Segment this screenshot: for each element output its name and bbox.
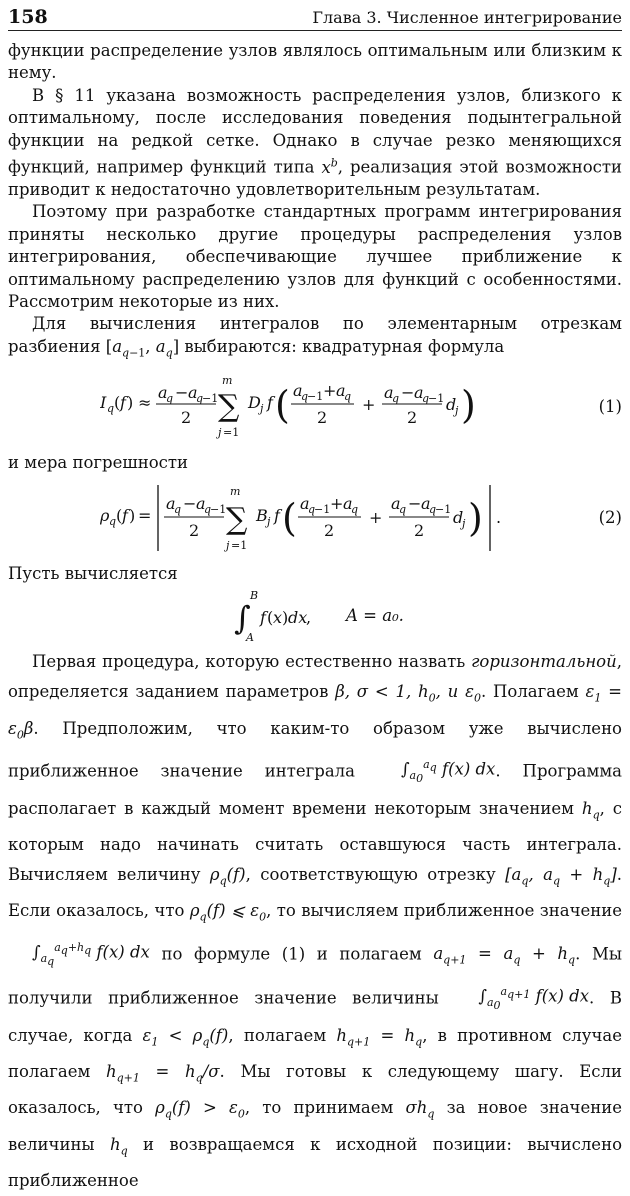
svg-text:a: a: [188, 383, 198, 403]
svg-text:f: f: [267, 393, 273, 413]
svg-text:a: a: [336, 381, 346, 401]
svg-text:m: m: [230, 484, 241, 498]
equation-2: [8, 481, 622, 557]
svg-text:j: j: [455, 404, 459, 418]
svg-text:+: +: [330, 493, 344, 513]
paragraph-4-text-b: выбираются: квадратурная формула: [184, 336, 505, 356]
svg-text:x: x: [273, 608, 283, 628]
svg-text:.: .: [496, 507, 502, 527]
p7-text-k: по формуле (1) и полагаем: [161, 944, 422, 964]
svg-text:j: j: [260, 402, 264, 416]
p7-eps1: $\varepsilon_1 = \varepsilon_0\beta$: [8, 682, 622, 741]
p7-text-m: . В случае, когда: [8, 988, 623, 1045]
svg-text:a: a: [421, 493, 431, 513]
svg-text:(: (: [116, 505, 123, 525]
paragraph-4-text-a: Для вычисления интегралов по элементарным отрезкам разбиения: [8, 314, 622, 356]
equation-1-number: (1): [598, 397, 622, 417]
paragraph-2-text-a: В § 11 указана возможность распределения узлов, близкого к оптимальному, после исследования поведения подынтегральной функции на редкой сетке. Однако в случае резко меняющихся функций, например функций типа: [8, 85, 622, 177]
body-text: [8, 40, 622, 1196]
svg-text:+: +: [323, 381, 337, 401]
p7-text-p: . Мы готовы к следующему шагу. Если оказалось, что: [8, 1062, 622, 1118]
svg-text:q: q: [166, 392, 174, 406]
p7-cond3: $\rho_q(f) > \varepsilon_0$: [155, 1098, 245, 1121]
svg-text:): ): [282, 608, 289, 628]
p7-text-g: , с которым надо начинать считать оставшуюся часть интеграла. Вычисляем величину: [8, 798, 623, 885]
svg-text:f: f: [122, 505, 128, 525]
svg-text:B: B: [250, 589, 259, 603]
svg-text:a: a: [166, 493, 176, 513]
p7-text-i: . Если оказалось, что: [8, 865, 623, 921]
svg-text:−1: −1: [314, 502, 331, 516]
equation-1: [8, 370, 622, 446]
svg-text:a: a: [384, 383, 394, 403]
svg-text:m: m: [222, 374, 233, 388]
svg-text:−1: −1: [202, 392, 219, 406]
svg-text:q: q: [344, 390, 352, 404]
svg-text:−: −: [408, 493, 422, 513]
svg-text:): ): [468, 495, 483, 540]
p7-text-q: , то принимаем: [244, 1098, 394, 1118]
svg-text:q: q: [351, 502, 359, 516]
p7-text-h: , соответствующую отрезку: [245, 865, 496, 885]
svg-text:q: q: [399, 502, 407, 516]
svg-text:2: 2: [181, 408, 192, 428]
p7-horizontal: горизонтальной: [471, 652, 617, 672]
svg-text:−: −: [183, 493, 197, 513]
p7-hq1: $h_{q+1} = h_q$: [336, 1025, 423, 1049]
svg-text:=: =: [138, 505, 152, 525]
p7-integral-aq1: $\int_{a_0}^{a_{q+1}}$ f(x) dx: [478, 984, 590, 1012]
svg-text:f: f: [120, 393, 126, 413]
svg-text:,: ,: [306, 608, 312, 628]
running-head: Глава 3. Численное интегрирование: [312, 8, 622, 27]
svg-text:j: j: [218, 426, 222, 440]
paragraph-2-text-b: , реализация этой возможности приводит к недостаточно удовлетворительным результатам.: [8, 157, 622, 199]
p7-params: β, σ < 1, $h_0$, и $\varepsilon_0$: [335, 682, 481, 705]
math-xb: $x^b$: [321, 156, 338, 177]
paragraph-1: [8, 40, 622, 85]
p7-hq2: $h_q$: [109, 1134, 128, 1157]
svg-text:2: 2: [407, 408, 418, 428]
integral-a-b: [234, 585, 434, 647]
svg-text:−1: −1: [428, 392, 445, 406]
svg-text:ρ: ρ: [100, 505, 110, 525]
svg-text:a: a: [196, 493, 206, 513]
svg-text:=1: =1: [231, 538, 248, 552]
svg-text:a: a: [391, 493, 401, 513]
svg-text:q: q: [429, 502, 437, 516]
svg-text:dx: dx: [288, 608, 308, 628]
svg-text:q: q: [392, 392, 400, 406]
svg-text:a: a: [414, 383, 424, 403]
svg-text:∫: ∫: [234, 599, 251, 638]
equation-2-number: (2): [598, 507, 622, 527]
svg-text:a: a: [343, 493, 353, 513]
paragraph-3: [8, 201, 622, 313]
p7-text-l: . Мы получили приближенное значение величины: [8, 944, 622, 1008]
p7-sigma-hq: $\sigma h_q$: [405, 1098, 435, 1121]
svg-text:q: q: [301, 390, 309, 404]
svg-text:(: (: [275, 383, 290, 428]
svg-text:−: −: [175, 383, 189, 403]
svg-text:2: 2: [414, 520, 425, 540]
svg-text:+: +: [369, 507, 383, 527]
svg-text:f: f: [274, 505, 280, 525]
p7-integral-hq: $\int_{a_q}^{a_q+h_q}$ f(x) dx: [32, 940, 150, 968]
p7-cond: $\rho_q(f)$ ⩽ $\varepsilon_0$: [189, 901, 267, 924]
svg-text:I: I: [100, 393, 107, 413]
svg-text:q: q: [196, 392, 204, 406]
svg-text:∑: ∑: [218, 389, 240, 425]
svg-text:a: a: [293, 381, 303, 401]
p7-text-e: . Предположим, что каким-то образом уже вычислено приближенное значение интеграла: [8, 718, 622, 781]
svg-text:a: a: [300, 493, 310, 513]
paragraph-3-text: Поэтому при разработке стандартных программ интегрирования приняты несколько другие процедуры распределения узлов интегрирования, обеспечивающие лучшее приближение к оптимальному распределению узлов для функций с особенностями. Рассмотрим некоторые из них.: [8, 202, 622, 311]
p7-hq1b: $h_{q+1} = h_q/\sigma$: [106, 1062, 220, 1085]
svg-text:−1: −1: [210, 502, 227, 516]
svg-text:q: q: [174, 502, 182, 516]
p7-aq1: $a_{q+1} = a_q + h_q$: [433, 944, 576, 967]
paragraph-6: [8, 563, 622, 585]
p7-segment: [$a_q$, $a_q + h_q$]: [505, 865, 617, 888]
svg-text:2: 2: [189, 520, 200, 540]
svg-text:B: B: [256, 505, 268, 525]
svg-text:q: q: [107, 402, 115, 416]
svg-text:d: d: [453, 507, 464, 527]
svg-text:−: −: [401, 383, 415, 403]
svg-text:≈: ≈: [138, 393, 152, 413]
p7-text-s: и возвращаемся к исходной позиции: вычислено приближенное: [8, 1134, 623, 1190]
svg-text:−1: −1: [435, 502, 452, 516]
svg-text:(: (: [267, 608, 274, 628]
p7-text-o: , в противном случае полагаем: [8, 1025, 623, 1082]
svg-text:): ): [127, 393, 134, 413]
svg-text:∑: ∑: [226, 501, 248, 537]
paragraph-4: [8, 313, 622, 364]
math-interval: [$a_{q-1}$, $a_q$]: [105, 336, 180, 360]
p7-text-f: . Программа располагает в каждый момент времени некоторым значением: [8, 761, 622, 818]
svg-text:2: 2: [317, 408, 328, 428]
svg-text:): ): [461, 383, 476, 428]
paragraph-6-text: Пусть вычисляется: [8, 563, 178, 583]
svg-text:d: d: [446, 395, 457, 415]
svg-text:q: q: [422, 392, 430, 406]
p7-rho: $\rho_q(f)$: [209, 865, 246, 888]
p7-text-r: за новое значение величины: [8, 1098, 622, 1154]
p7-text-j: , то вычисляем приближенное значение: [266, 901, 623, 921]
p7-cond2: $\varepsilon_1 < \rho_q(f)$: [142, 1025, 229, 1049]
svg-text:(: (: [282, 495, 297, 540]
svg-text:q: q: [308, 502, 316, 516]
quadrature-formula: [100, 370, 550, 446]
svg-text:−1: −1: [307, 390, 324, 404]
p7-text-c: , определяется заданием параметров: [8, 652, 622, 702]
page-header: [8, 4, 622, 31]
paragraph-2: [8, 85, 622, 202]
svg-text:): ): [129, 505, 136, 525]
svg-text:A: A: [246, 631, 254, 645]
svg-text:+: +: [362, 395, 376, 415]
svg-text:(: (: [114, 393, 121, 413]
svg-text:q: q: [109, 514, 117, 528]
svg-text:j: j: [226, 538, 230, 552]
svg-text:j: j: [267, 514, 271, 528]
svg-text:D: D: [248, 393, 261, 413]
paragraph-5: [8, 452, 622, 474]
integral-condition: A = a₀.: [346, 606, 404, 626]
paragraph-5-text: и мера погрешности: [8, 453, 189, 473]
svg-text:2: 2: [324, 520, 335, 540]
svg-text:f: f: [260, 608, 266, 628]
p7-text-d: . Полагаем: [480, 682, 579, 702]
p7-hq: $h_q$: [581, 798, 600, 822]
svg-text:=1: =1: [223, 426, 240, 440]
svg-text:j: j: [462, 516, 466, 530]
page-number: 158: [8, 6, 48, 28]
p7-text-n: , полагаем: [228, 1025, 327, 1045]
paragraph-7: [8, 647, 622, 1196]
integral-display: [8, 585, 622, 647]
paragraph-1-text: функции распределение узлов являлось оптимальным или близким к нему.: [8, 41, 622, 83]
p7-integral-aq: $\int_{a_0}^{a_q}$ f(x) dx: [400, 757, 496, 785]
p7-text-a: Первая процедура, которую естественно назвать: [32, 652, 466, 672]
error-measure-formula: [100, 481, 550, 557]
svg-text:a: a: [158, 383, 168, 403]
svg-text:q: q: [204, 502, 212, 516]
